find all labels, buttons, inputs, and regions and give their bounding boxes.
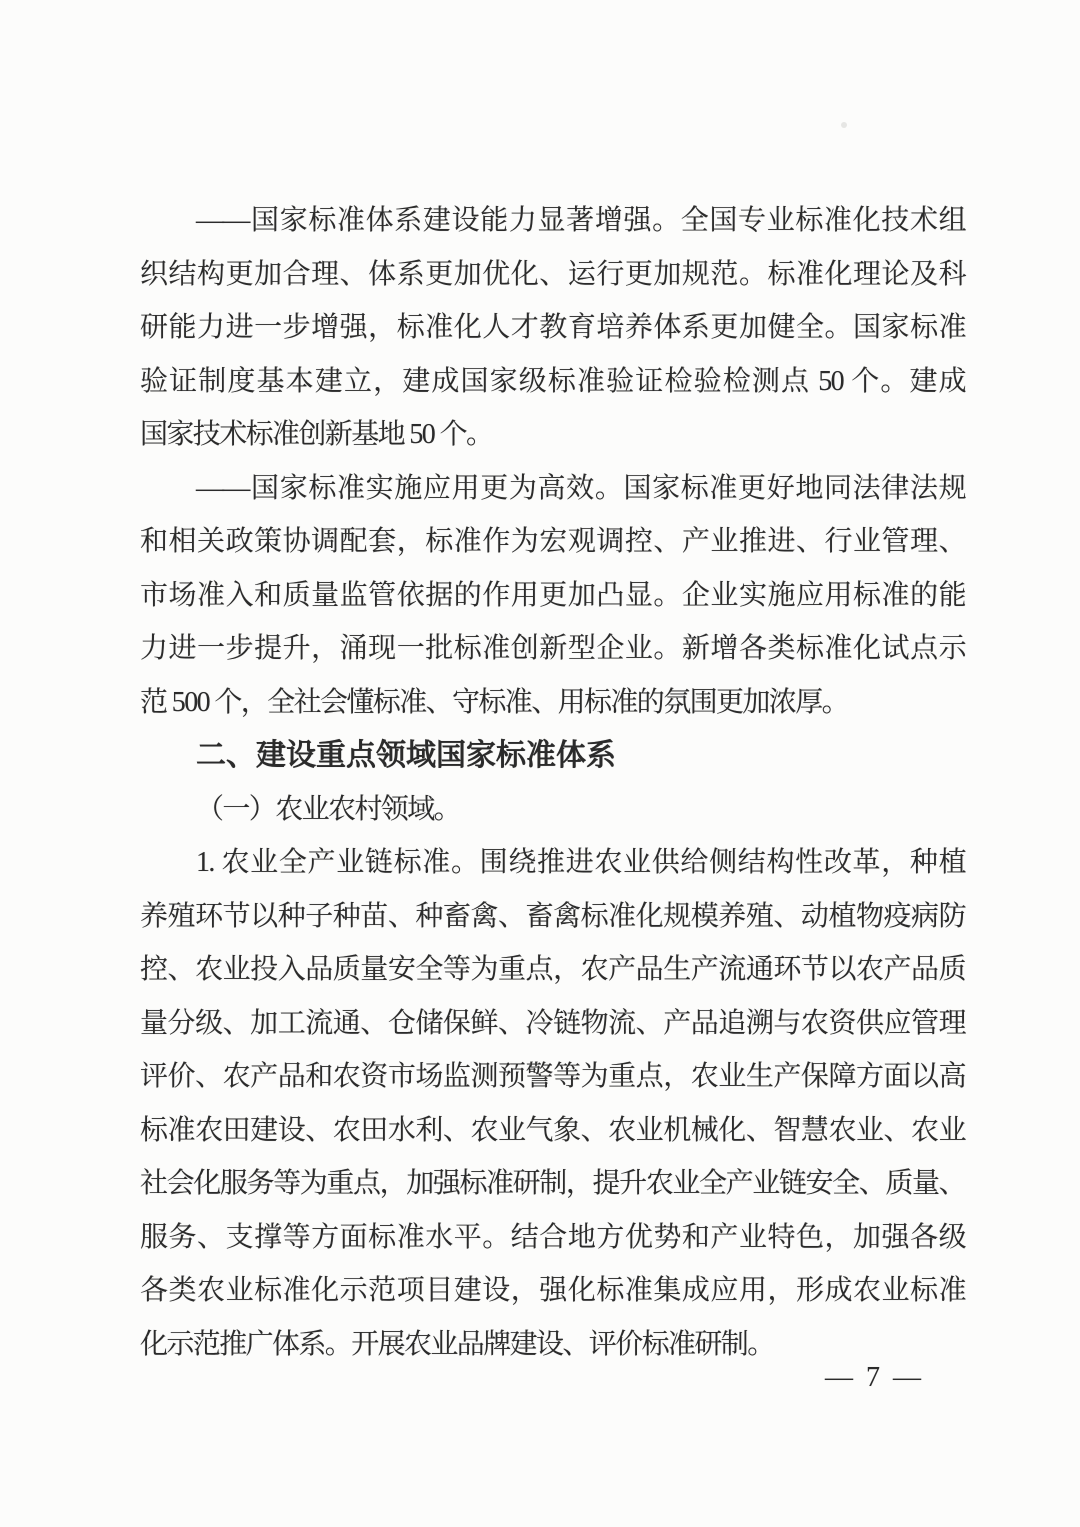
text-line: 评价、农产品和农资市场监测预警等为重点，农业生产保障方面以高: [140, 1061, 965, 1092]
text-line: 养殖环节以种子种苗、种畜禽、畜禽标准化规模养殖、动植物疫病防: [140, 900, 965, 932]
text-line: 市场准入和质量监管依据的作用更加凸显。企业实施应用标准的能: [140, 579, 965, 611]
text-line: 控、农业投入品质量安全等为重点，农产品生产流通环节以农产品质: [140, 954, 965, 985]
text-line: 范 500 个，全社会懂标准、守标准、用标准的氛围更加浓厚。: [140, 686, 849, 718]
text-line: 研能力进一步增强，标准化人才教育培养体系更加健全。国家标准: [140, 312, 965, 343]
text-line: ——国家标准体系建设能力显著增强。全国专业标准化技术组: [196, 205, 965, 236]
text-line: （一）农业农村领域。: [196, 793, 461, 825]
text-line: 力进一步提升，涌现一批标准创新型企业。新增各类标准化试点示: [140, 633, 965, 664]
text-line: 量分级、加工流通、仓储保鲜、冷链物流、产品追溯与农资供应管理: [140, 1007, 965, 1039]
page-number: — 7 —: [825, 1362, 924, 1393]
text-line: 标准农田建设、农田水利、农业气象、农业机械化、智慧农业、农业: [140, 1114, 965, 1146]
text-line: 国家技术标准创新基地 50 个。: [140, 419, 493, 450]
text-line: 社会化服务等为重点，加强标准研制，提升农业全产业链安全、质量、: [140, 1168, 965, 1199]
text-line: 各类农业标准化示范项目建设，强化标准集成应用，形成农业标准: [140, 1275, 965, 1306]
text-line: 1. 农业全产业链标准。围绕推进农业供给侧结构性改革，种植: [196, 847, 965, 878]
text-line: 和相关政策协调配套，标准作为宏观调控、产业推进、行业管理、: [140, 526, 965, 557]
section-heading: 二、建设重点领域国家标准体系: [196, 739, 616, 772]
text-line: ——国家标准实施应用更为高效。国家标准更好地同法律法规: [196, 472, 965, 504]
text-line: 服务、支撑等方面标准水平。结合地方优势和产业特色，加强各级: [140, 1221, 965, 1253]
document-body: [140, 194, 965, 1371]
scan-speck: [841, 122, 847, 128]
text-line: 化示范推广体系。开展农业品牌建设、评价标准研制。: [140, 1328, 774, 1360]
text-line: 验证制度基本建立，建成国家级标准验证检验检测点 50 个。建成: [140, 365, 965, 397]
text-line: 织结构更加合理、体系更加优化、运行更加规范。标准化理论及科: [140, 258, 965, 290]
